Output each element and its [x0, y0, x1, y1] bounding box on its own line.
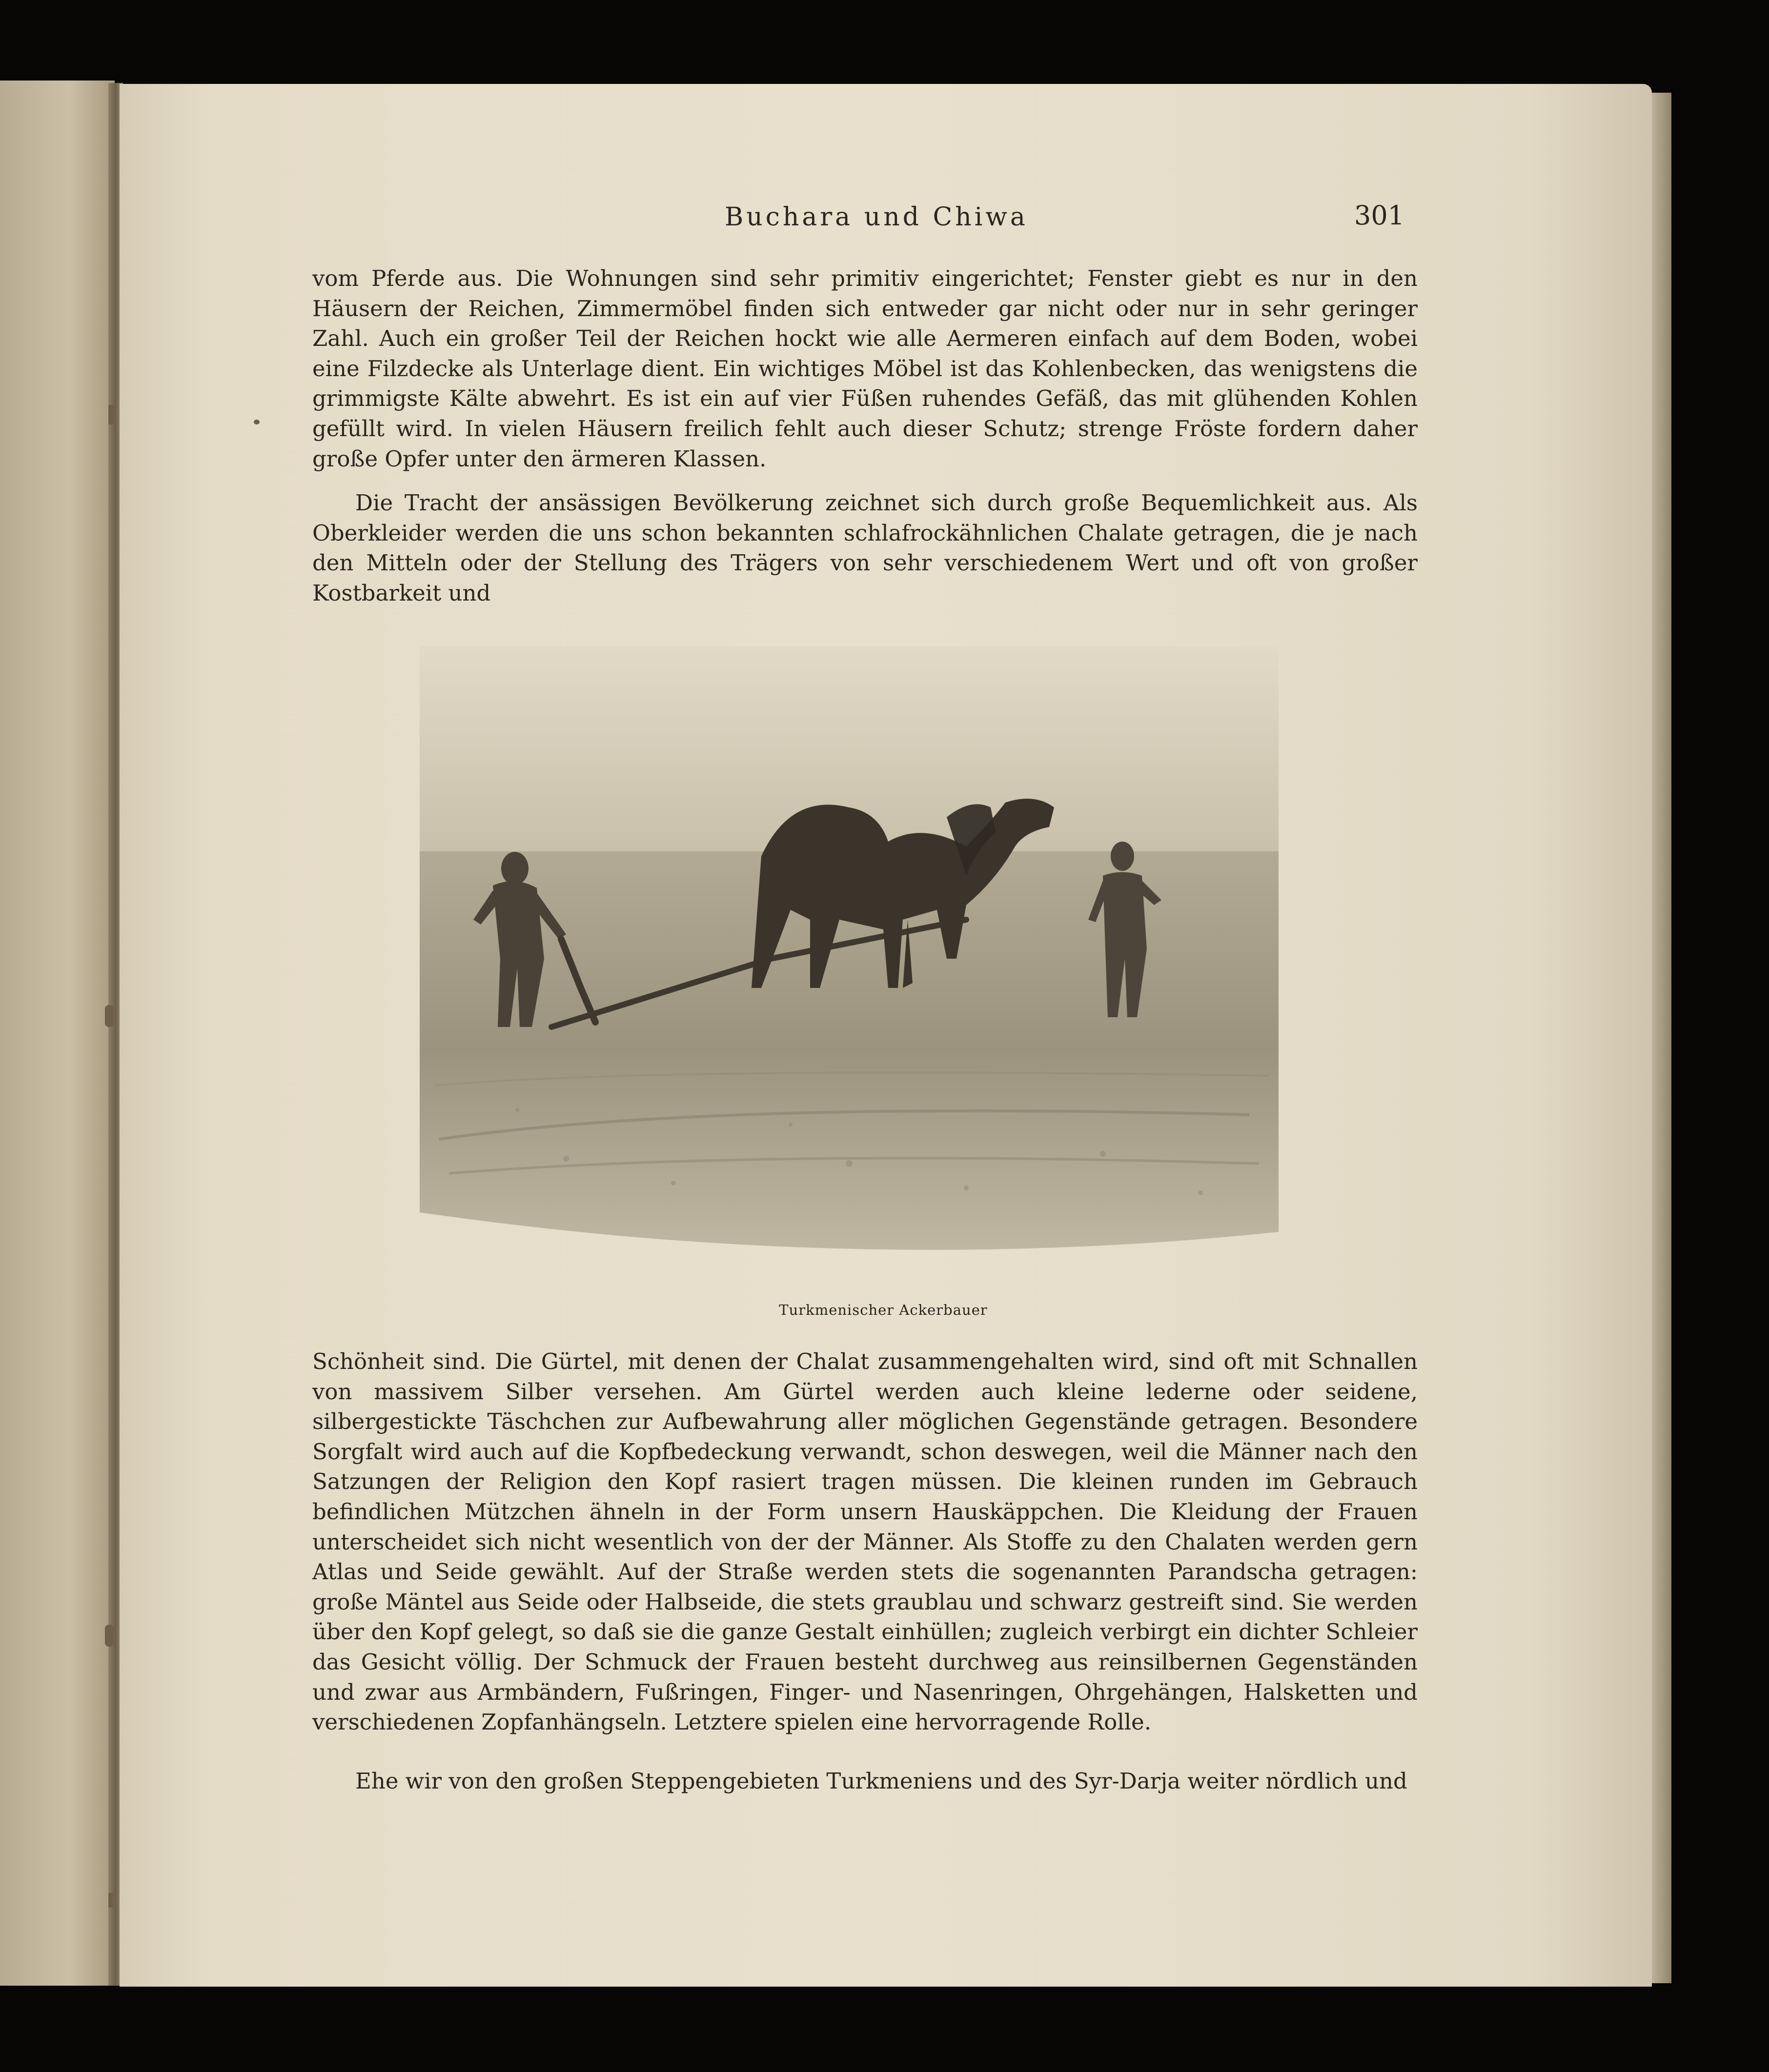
figure-caption: Turkmenischer Ackerbauer [779, 1302, 988, 1318]
left-page-edge [0, 80, 115, 1986]
margin-mark [105, 1005, 114, 1027]
paragraph-3: Schönheit sind. Die Gürtel, mit denen der Chalat zusammengehalten wird, sind oft mit Schnallen von massivem Silber versehen. Am Gürtel werden auch kleine lederne oder seidene, silbergestickte Täschchen zur Aufbewahrung aller möglichen Gegenstände getragen. Besondere Sorgfalt wird auch auf die Kopfbedeckung verwandt, schon deswegen, weil die Männer nach den Satzungen der Religion den Kopf rasiert tragen müssen. Die kleinen runden im Gebrauch befindlichen Mützchen ähneln in der Form unsern Hauskäppchen. Die Kleidung der Frauen unterscheidet sich nicht wesentlich von der der Männer. Als Stoffe zu den Chalaten werden gern Atlas und Seide gewählt. Auf der Straße werden stets die sogenannten Parandscha getragen: große Mäntel aus Seide oder Halbseide, die stets graublau und schwarz gestreift sind. Sie werden über den Kopf gelegt, so daß sie die ganze Gestalt einhüllen; zugleich verbirgt ein dichter Schleier das Gesicht völlig. Der Schmuck der Frauen besteht durchweg aus reinsilbernen Gegenständen und zwar aus Armbändern, Fußringen, Finger- und Nasenringen, Ohrgehängen, Halsketten und verschiedenen Zopfanhängseln. Letztere spielen eine hervorragende Rolle. [312, 1348, 1418, 1735]
running-title: Buchara und Chiwa [725, 202, 1028, 232]
page-number: 301 [1354, 200, 1405, 231]
page-fore-edge [1652, 93, 1671, 1983]
paragraph-4: Ehe wir von den großen Steppengebieten Turkmeniens und des Syr-Darja weiter nördlich und [355, 1768, 1407, 1794]
illustration-turkmen-plowman [420, 646, 1279, 1259]
margin-mark [108, 405, 114, 424]
margin-mark [105, 1625, 114, 1647]
paragraph-1: vom Pferde aus. Die Wohnungen sind sehr primitiv eingerichtet; Fenster giebt es nur in den Häusern der Reichen, Zimmermöbel finden sich entweder gar nicht oder nur in sehr geringer Zahl. Auch ein großer Teil der Reichen hockt wie alle Aermeren einfach auf dem Boden, wobei eine Filzdecke als Unterlage dient. Ein wichtiges Möbel ist das Kohlenbecken, das wenigstens die grimmigste Kälte abwehrt. Es ist ein auf vier Füßen ruhendes Gefäß, das mit glühenden Kohlen gefüllt wird. In vielen Häusern freilich fehlt auch dieser Schutz; strenge Fröste fordern daher große Opfer unter den ärmeren Klassen. [312, 265, 1418, 472]
margin-mark [108, 1893, 113, 1908]
paragraph-2: Die Tracht der ansässigen Bevölkerung zeichnet sich durch große Bequemlichkeit aus. Als Oberkleider werden die uns schon bekannten schlafrockähnlichen Chalate getragen, die je nach den Mitteln oder der Stellung des Trägers von sehr verschiedenem Wert und oft von großer Kostbarkeit und [312, 490, 1418, 606]
ink-speck [254, 420, 260, 424]
